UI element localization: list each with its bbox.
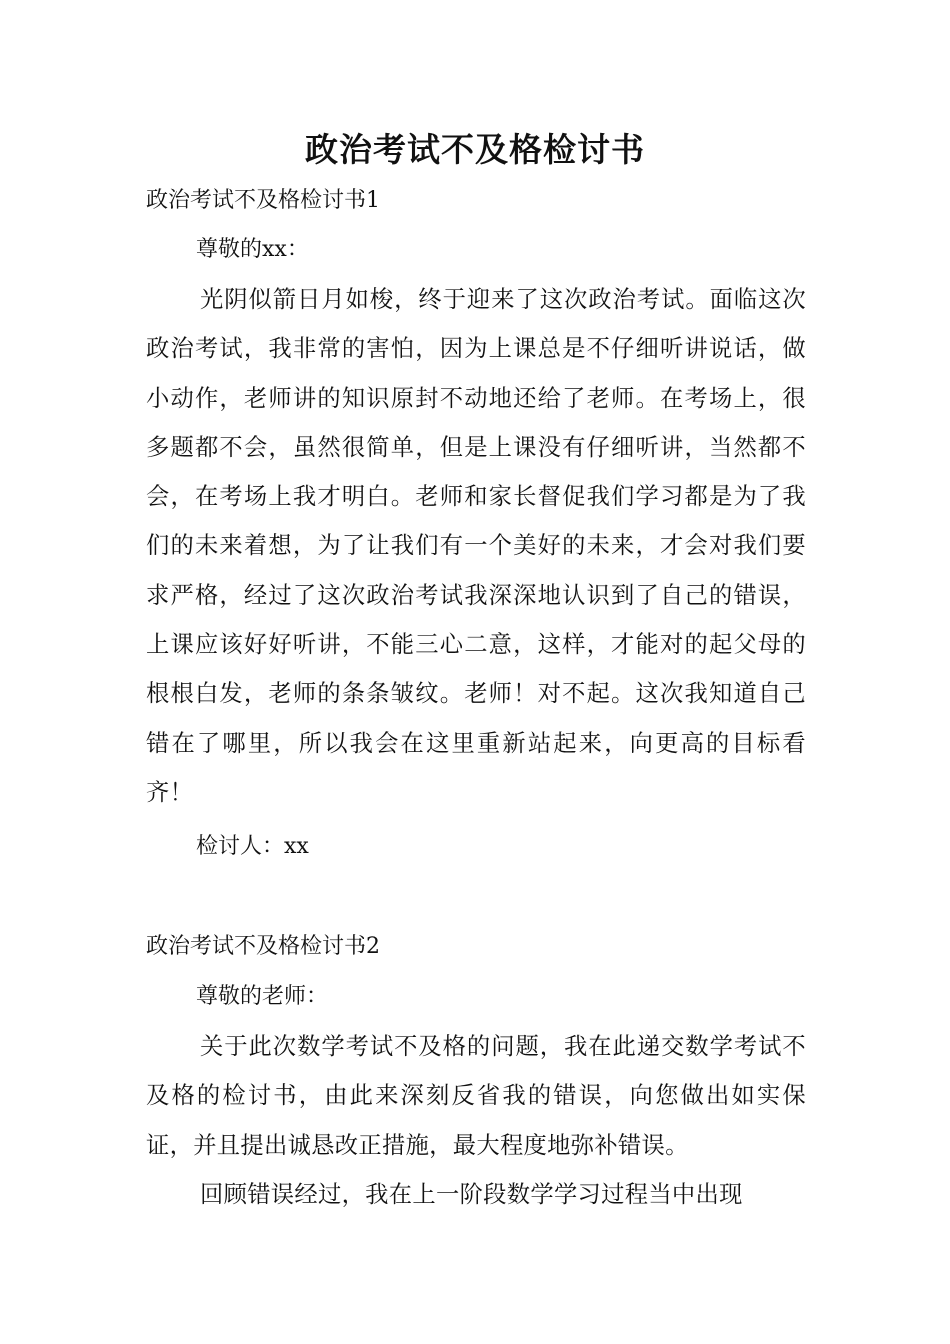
section-1-heading: 政治考试不及格检讨书1	[146, 188, 380, 213]
section-1-signature: 检讨人：xx	[196, 834, 309, 859]
section-2-paragraph-1: 关于此次数学考试不及格的问题，我在此递交数学考试不及格的检讨书，由此来深刻反省我的错误，向您做出如实保证，并且提出诚恳改正措施，最大程度地弥补错误。	[146, 1033, 806, 1159]
section-1-paragraph-1: 光阴似箭日月如梭，终于迎来了这次政治考试。面临这次政治考试，我非常的害怕，因为上课总是不仔细听讲说话，做小动作，老师讲的知识原封不动地还给了老师。在考场上，很多题都不会，虽然很简单，但是上课没有仔细听讲，当然都不会，在考场上我才明白。老师和家长督促我们学习都是为了我们的未来着想，为了让我们有一个美好的未来，才会对我们要求严格，经过了这次政治考试我深深地认识到了自己的错误，上课应该好好听讲，不能三心二意，这样，才能对的起父母的根根白发，老师的条条皱纹。老师！对不起。这次我知道自己错在了哪里，所以我会在这里重新站起来，向更高的目标看齐！	[146, 286, 806, 806]
section-1-salutation: 尊敬的xx：	[196, 237, 309, 262]
section-2-heading: 政治考试不及格检讨书2	[146, 934, 380, 959]
section-2-paragraph-2: 回顾错误经过，我在上一阶段数学学习过程当中出现	[200, 1181, 743, 1208]
document-title: 政治考试不及格检讨书	[305, 130, 645, 169]
section-2-salutation: 尊敬的老师：	[196, 984, 329, 1009]
